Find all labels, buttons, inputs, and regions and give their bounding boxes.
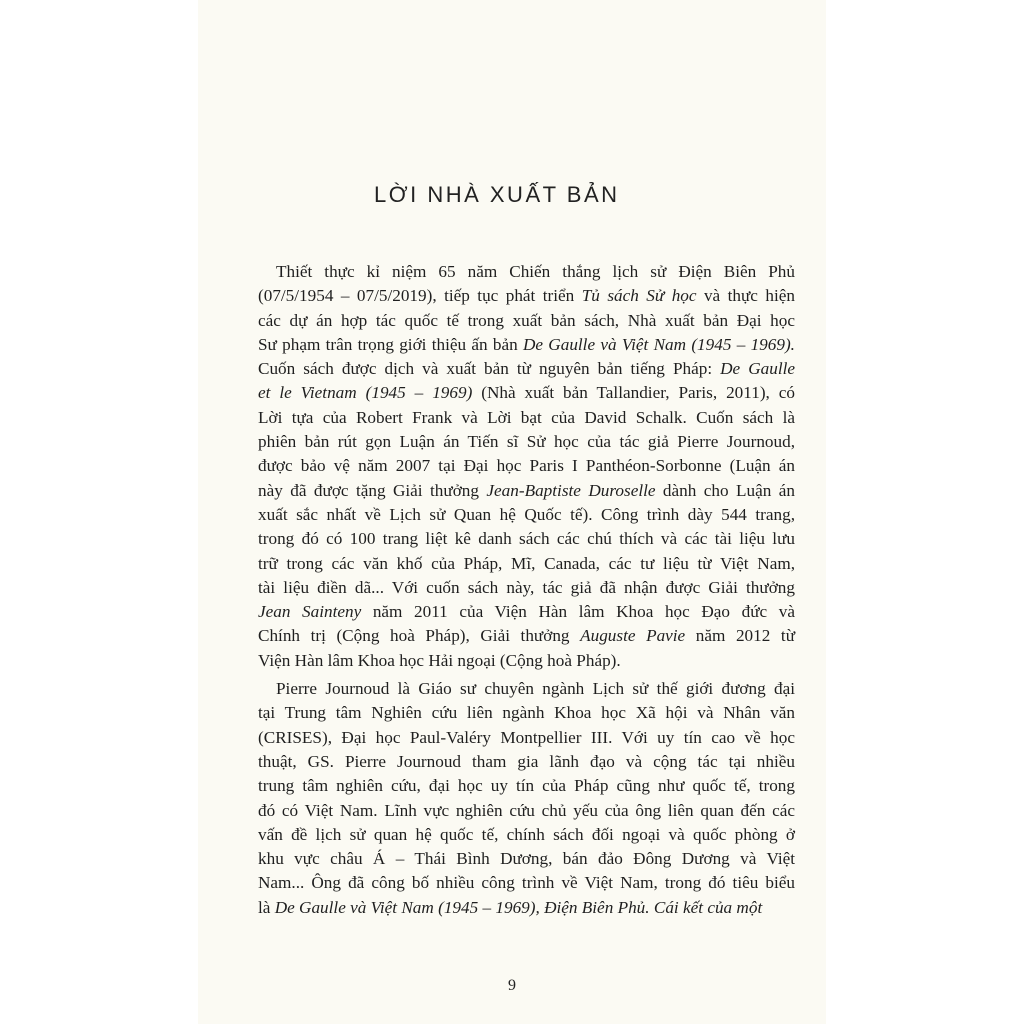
text-run: tại Trung tâm Nghiên cứu liên ngành Khoa học Xã hội và Nhân văn bbox=[258, 703, 795, 723]
text-line bbox=[258, 649, 795, 673]
paragraph bbox=[258, 677, 795, 920]
text-line bbox=[258, 284, 795, 308]
text-run: thuật, GS. Pierre Journoud tham gia lãnh đạo và cộng tác tại nhiều bbox=[258, 751, 795, 771]
text-line bbox=[258, 799, 795, 823]
text-line bbox=[258, 454, 795, 478]
text-line bbox=[258, 847, 795, 871]
text-run: phiên bản rút gọn Luận án Tiến sĩ Sử học của tác giả Pierre Journoud, bbox=[258, 432, 795, 452]
text-run: Thiết thực kỉ niệm 65 năm Chiến thắng lịch sử Điện Biên Phủ bbox=[276, 262, 795, 281]
text-run: năm 2012 từ bbox=[685, 626, 796, 646]
text-run: tài liệu điền dã... Với cuốn sách này, tác giả đã nhận được Giải thưởng bbox=[258, 577, 795, 597]
text-run: (CRISES), Đại học Paul-Valéry Montpellier III. Với uy tín cao về học bbox=[258, 727, 795, 747]
text-line bbox=[258, 871, 795, 895]
text-line bbox=[258, 527, 795, 551]
text-line bbox=[258, 309, 795, 333]
body-text bbox=[258, 260, 795, 920]
text-run: trung tâm nghiên cứu, đại học uy tín của Pháp cũng như quốc tế, trong bbox=[258, 776, 795, 796]
text-line bbox=[258, 701, 795, 725]
italic-text: De Gaulle bbox=[720, 359, 796, 379]
text-run: Pierre Journoud là Giáo sư chuyên ngành Lịch sử thế giới đương đại bbox=[276, 679, 795, 699]
italic-text: et le Vietnam (1945 – 1969) bbox=[258, 383, 473, 403]
text-line bbox=[258, 552, 795, 576]
text-run: Chính trị (Cộng hoà Pháp), Giải thưởng bbox=[258, 626, 581, 646]
text-line bbox=[258, 260, 795, 284]
text-line bbox=[258, 750, 795, 774]
text-line bbox=[258, 576, 795, 600]
text-run: các dự án hợp tác quốc tế trong xuất bản sách, Nhà xuất bản Đại học bbox=[258, 310, 795, 330]
book-page bbox=[198, 0, 826, 1024]
chapter-heading: LỜI NHÀ XUẤT BẢN bbox=[374, 182, 620, 207]
text-line bbox=[258, 430, 795, 454]
italic-text: Auguste Pavie bbox=[580, 626, 686, 646]
text-run: (07/5/1954 – 07/5/2019), tiếp tục phát triển bbox=[258, 286, 582, 306]
text-run: Cuốn sách được dịch và xuất bản từ nguyên bản tiếng Pháp: bbox=[258, 359, 721, 379]
italic-text: Jean Sainteny bbox=[258, 602, 362, 622]
text-line bbox=[258, 381, 795, 405]
text-line bbox=[258, 333, 795, 357]
text-line bbox=[258, 479, 795, 503]
italic-text: De Gaulle và Việt Nam (1945 – 1969). bbox=[522, 334, 795, 354]
text-run: vấn đề lịch sử quan hệ quốc tế, chính sách đối ngoại và quốc phòng ở bbox=[258, 824, 795, 844]
text-run: xuất sắc nhất về Lịch sử Quan hệ Quốc tế). Công trình dày 544 trang, bbox=[258, 504, 795, 524]
text-run: là bbox=[258, 897, 275, 917]
text-run: Viện Hàn lâm Khoa học Hải ngoại (Cộng hoà Pháp). bbox=[258, 650, 621, 670]
text-run: này đã được tặng Giải thưởng bbox=[258, 480, 487, 500]
text-run: Sư phạm trân trọng giới thiệu ấn bản bbox=[258, 334, 523, 354]
text-run: và thực hiện bbox=[696, 286, 795, 306]
text-run: (Nhà xuất bản Tallandier, Paris, 2011), có bbox=[472, 383, 795, 403]
text-line bbox=[258, 624, 795, 648]
text-line bbox=[258, 406, 795, 430]
text-line bbox=[258, 726, 795, 750]
text-line bbox=[258, 600, 795, 624]
text-run: Lời tựa của Robert Frank và Lời bạt của David Schalk. Cuốn sách là bbox=[258, 407, 795, 427]
paragraph bbox=[258, 260, 795, 673]
text-line bbox=[258, 896, 795, 920]
text-run: Nam... Ông đã công bố nhiều công trình về Việt Nam, trong đó tiêu biểu bbox=[258, 873, 795, 893]
text-run: được bảo vệ năm 2007 tại Đại học Paris I Panthéon-Sorbonne (Luận án bbox=[258, 456, 795, 476]
text-line bbox=[258, 677, 795, 701]
text-run: trữ trong các văn khố của Pháp, Mĩ, Canada, các tư liệu từ Việt Nam, bbox=[258, 553, 795, 573]
text-line bbox=[258, 823, 795, 847]
text-run: dành cho Luận án bbox=[655, 480, 795, 500]
text-run: trong đó có 100 trang liệt kê danh sách các chú thích và các tài liệu lưu bbox=[258, 529, 795, 549]
text-run: năm 2011 của Viện Hàn lâm Khoa học Đạo đức và bbox=[361, 602, 795, 622]
text-run: đó có Việt Nam. Lĩnh vực nghiên cứu chủ yếu của ông liên quan đến các bbox=[258, 800, 795, 820]
text-line bbox=[258, 503, 795, 527]
italic-text: Jean-Baptiste Duroselle bbox=[486, 480, 656, 500]
italic-text: De Gaulle và Việt Nam (1945 – 1969), Điện Biên Phủ. Cái kết của một bbox=[274, 897, 763, 917]
italic-text: Tủ sách Sử học bbox=[581, 286, 697, 306]
text-run: khu vực châu Á – Thái Bình Dương, bán đảo Đông Dương và Việt bbox=[258, 849, 795, 869]
text-line bbox=[258, 774, 795, 798]
text-line bbox=[258, 357, 795, 381]
page-number: 9 bbox=[508, 977, 516, 994]
